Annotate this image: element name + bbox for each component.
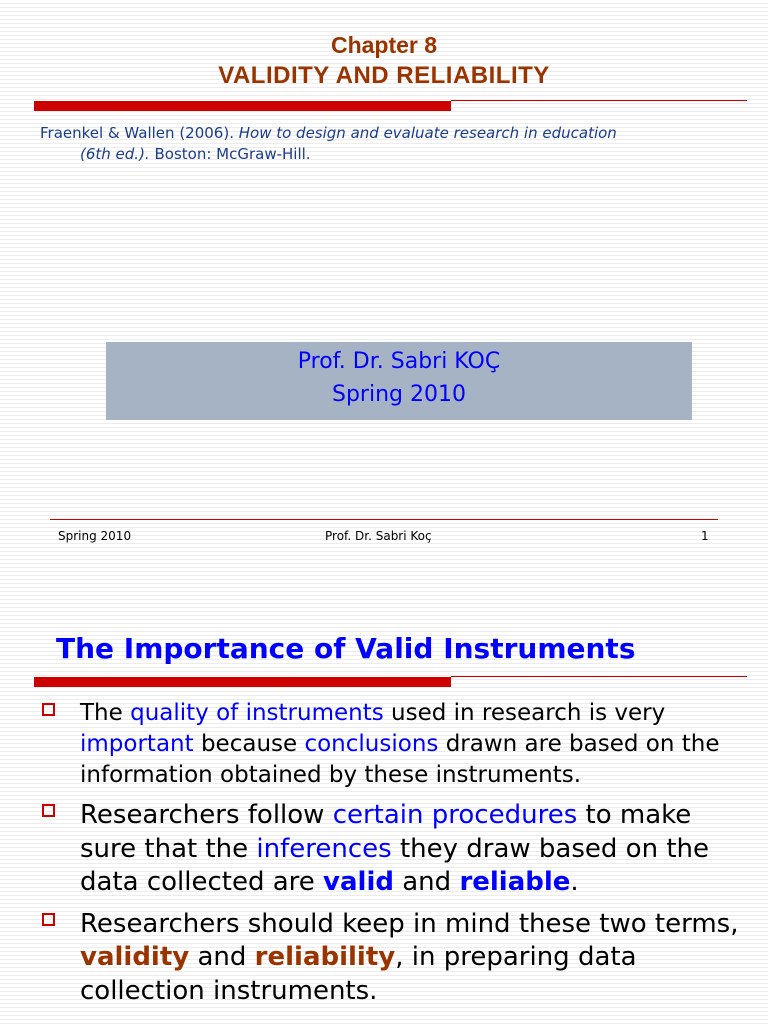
bullet-text: to make sure that the — [80, 800, 692, 864]
bold-highlight-text: valid — [323, 867, 394, 897]
author-name: Prof. Dr. Sabri KOÇ — [297, 349, 501, 374]
citation-publisher: Boston: McGraw-Hill. — [149, 145, 311, 163]
bullet-text: because — [193, 731, 305, 757]
bullet-text: . — [570, 867, 579, 897]
bullet-text: and — [189, 942, 255, 972]
bullet-text: drawn are based on the information obtained by these instruments. — [80, 731, 720, 788]
bullet-item — [40, 799, 752, 900]
square-bullet-icon — [42, 703, 55, 716]
emphasis-text: validity — [80, 942, 190, 972]
bullet-item — [40, 908, 752, 1009]
bullet-text: Researchers should keep in mind these two terms, — [80, 908, 739, 939]
title-underline-line — [451, 100, 747, 101]
highlight-text: inferences — [256, 833, 392, 864]
highlight-text: important — [80, 731, 194, 757]
footer-author: Prof. Dr. Sabri Koç — [325, 529, 432, 543]
bullet-text: , in preparing data collection instruments. — [80, 942, 637, 1006]
slide-2-title: The Importance of Valid Instruments — [56, 632, 636, 665]
square-bullet-icon — [42, 913, 55, 926]
author-box — [106, 342, 692, 420]
citation-line-2 — [40, 144, 740, 165]
citation-book-title: How to design and evaluate research in education — [238, 124, 617, 142]
highlight-text: conclusions — [304, 731, 439, 757]
bullet-text: Researchers follow — [80, 800, 333, 830]
slide-2-underline-bar — [34, 677, 451, 687]
citation-edition: (6th ed.). — [80, 145, 150, 163]
bullet-text: The — [80, 700, 131, 726]
citation-authors: Fraenkel & Wallen (2006). — [40, 124, 239, 142]
bullet-item — [40, 698, 752, 791]
bullet-text: and — [393, 867, 460, 897]
highlight-text: certain procedures — [332, 800, 578, 830]
footer-divider — [50, 519, 718, 520]
highlight-text: quality of instruments — [130, 700, 384, 726]
term: Spring 2010 — [332, 382, 466, 407]
bullet-text: used in research is very — [383, 700, 666, 726]
chapter-label: Chapter 8 — [330, 32, 438, 58]
footer-page-number: 1 — [701, 529, 709, 543]
slide-2 — [0, 592, 768, 1024]
bold-highlight-text: reliable — [459, 867, 571, 897]
slide-2-underline-line — [451, 676, 747, 677]
emphasis-text: reliability — [254, 942, 396, 972]
square-bullet-icon — [42, 804, 55, 817]
footer-date: Spring 2010 — [58, 529, 132, 543]
bullet-list — [40, 698, 752, 1016]
citation — [40, 123, 740, 165]
bullet-text: they draw based on the data collected are — [80, 833, 709, 897]
title-underline-bar — [34, 101, 451, 111]
slide-title: VALIDITY AND RELIABILITY — [218, 62, 550, 89]
